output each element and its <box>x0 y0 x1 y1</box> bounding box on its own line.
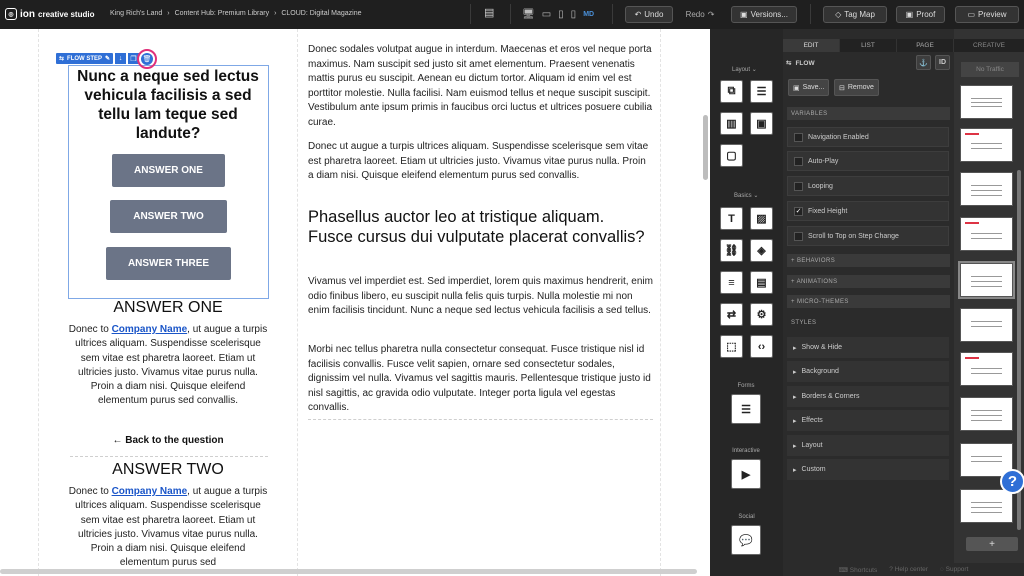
chevron-right-icon: ▸ <box>793 393 797 401</box>
save-icon: ▣ <box>793 84 800 92</box>
answer-one-heading: ANSWER ONE <box>113 299 223 316</box>
proof-button[interactable] <box>896 6 945 23</box>
link-icon[interactable]: ⛓ <box>720 239 743 262</box>
redo-icon: ↷ <box>707 10 715 19</box>
guide-line <box>660 29 661 576</box>
variable-scroll-to-top[interactable] <box>787 226 949 246</box>
variable-label: Scroll to Top on Step Change <box>808 232 899 240</box>
id-button[interactable]: ID <box>935 55 950 70</box>
phone-icon[interactable]: ▯ <box>570 9 577 20</box>
variable-label: Fixed Height <box>808 207 848 215</box>
tag-map-button[interactable] <box>823 6 887 23</box>
save-button[interactable] <box>788 79 829 96</box>
layout-rows-icon[interactable]: ☰ <box>750 80 773 103</box>
page-thumbnail[interactable] <box>960 489 1013 523</box>
chevron-down-icon[interactable]: ⌄ <box>753 193 759 199</box>
preview-icon: ▭ <box>967 10 976 19</box>
micro-themes-section[interactable]: + MICRO-THEMES <box>787 295 950 308</box>
top-bar <box>0 0 1024 29</box>
answer-three-button[interactable]: ANSWER THREE <box>106 247 231 280</box>
logo-studio-text: creative studio <box>38 9 95 19</box>
style-background[interactable] <box>787 360 949 382</box>
logo-ion-text: ion <box>20 8 35 20</box>
shape-icon[interactable]: ◈ <box>750 239 773 262</box>
flow-header <box>786 55 951 71</box>
page-thumbnail[interactable] <box>960 397 1013 431</box>
body-paragraph: Vivamus vel imperdiet est. Sed imperdiet, lorem quis maximus hendrerit, enim odio finibus libero, eu suscipit nulla felis quis turpis. Nulla molestie mi non enim facilisis tincidunt. Nunc a neque sed lectus vehicula facilisis a sed tellus. <box>308 276 653 316</box>
redo-button[interactable] <box>679 6 721 23</box>
style-show-hide[interactable] <box>787 336 949 358</box>
tag-icon: ◇ <box>835 10 842 19</box>
horizontal-scrollbar[interactable] <box>0 569 697 574</box>
chevron-right-icon: ▸ <box>793 344 797 352</box>
edit-icon: ✎ <box>105 56 111 62</box>
divider <box>470 4 471 24</box>
behaviors-section[interactable]: + BEHAVIORS <box>787 254 950 267</box>
anchor-icon[interactable]: ⚓ <box>916 55 931 70</box>
tab-list[interactable]: LIST <box>840 39 897 52</box>
style-label: Layout <box>801 442 823 449</box>
breadcrumb-item[interactable]: Content Hub: Premium Library <box>174 10 270 17</box>
style-label: Effects <box>801 417 823 424</box>
style-label: Show & Hide <box>801 344 842 351</box>
flow-icon: ⇆ <box>786 60 792 67</box>
answer-two-button[interactable]: ANSWER TWO <box>110 200 227 233</box>
undo-button[interactable] <box>625 6 673 23</box>
page-thumbnail[interactable] <box>960 172 1013 206</box>
help-center-label: Help center <box>894 566 928 573</box>
answer-two-prefix: Donec to <box>68 486 112 497</box>
page-thumbnail[interactable] <box>960 217 1013 251</box>
text-icon[interactable]: T <box>720 207 743 230</box>
help-center-link[interactable] <box>889 566 928 573</box>
variable-looping[interactable] <box>787 176 949 196</box>
animations-section[interactable]: + ANIMATIONS <box>787 275 950 288</box>
ion-logo-icon: ◎ <box>5 8 17 20</box>
checkbox[interactable] <box>794 182 803 191</box>
table-icon[interactable]: ▤ <box>750 271 773 294</box>
move-down-icon[interactable]: ↓ <box>115 53 126 64</box>
question-title: Nunc a neque sed lectus vehicula facilisis a sed tellu lam teque sed landute? <box>77 68 259 142</box>
style-label: Custom <box>801 466 826 473</box>
breadcrumb-separator: › <box>274 10 277 17</box>
layout-columns-icon[interactable]: ⧉ <box>720 80 743 103</box>
answer-two-body: , ut augue a turpis ultrices aliquam. Suspendisse scelerisque sem vitae est pharetra laoreet. Etiam ut ultricies justo. Vivamus vitae purus nulla. Proin a diam nisi. Quisque eleifend elementum purus sed <box>75 486 268 569</box>
tag-map-label: Tag Map <box>844 10 875 19</box>
comment-icon[interactable]: 💬 <box>731 525 761 555</box>
answer-one-button[interactable]: ANSWER ONE <box>112 154 225 187</box>
select-area-icon[interactable]: ⬚ <box>720 335 743 358</box>
company-name-link[interactable]: Company Name <box>111 486 188 497</box>
checkbox[interactable] <box>794 157 803 166</box>
variable-fixed-height[interactable] <box>787 201 949 221</box>
undo-icon: ↶ <box>634 10 642 19</box>
play-icon[interactable]: ▶ <box>731 459 761 489</box>
support-link[interactable] <box>940 566 968 573</box>
redo-label: Redo <box>685 10 705 19</box>
basics-label: Basics <box>734 193 752 199</box>
tablet-icon[interactable]: ▯ <box>558 9 564 20</box>
layout-container-icon[interactable]: ▣ <box>750 112 773 135</box>
tab-page[interactable]: PAGE <box>897 39 954 52</box>
checkbox-checked[interactable]: ✓ <box>795 208 802 215</box>
remove-icon: ⊟ <box>839 84 845 92</box>
list-icon[interactable]: ≡ <box>720 271 743 294</box>
support-icon: ◌ <box>939 566 944 573</box>
device-switcher <box>522 9 594 20</box>
answer-one-prefix: Donec to <box>68 324 112 335</box>
help-icon: ? <box>889 566 893 573</box>
style-borders-corners[interactable] <box>787 385 949 407</box>
bottom-bar <box>783 563 1024 576</box>
style-label: Borders & Corners <box>801 393 860 400</box>
versions-label: Versions... <box>750 10 788 19</box>
tab-edit[interactable]: EDIT <box>783 39 840 52</box>
forms-label: Forms <box>737 383 755 389</box>
variable-label: Looping <box>808 182 833 190</box>
vertical-scrollbar[interactable] <box>703 115 708 180</box>
section-heading: Phasellus auctor leo at tristique aliquam. Fusce cursus dui vulputate placerat convallis? <box>308 208 645 246</box>
keyboard-icon: ⌨ <box>838 566 848 574</box>
device-mode-label[interactable]: MD <box>583 11 595 18</box>
style-layout[interactable] <box>787 434 949 456</box>
interactive-label: Interactive <box>732 448 760 454</box>
social-label: Social <box>738 514 755 520</box>
answer-one-text <box>68 323 268 409</box>
guide-line <box>297 29 298 576</box>
flow-step-label: FLOW STEP <box>67 55 103 62</box>
style-custom[interactable] <box>787 458 949 480</box>
layout-label: Layout <box>732 67 751 73</box>
flow-step-tag[interactable] <box>56 53 113 64</box>
page-thumbnail-selected[interactable] <box>960 263 1013 297</box>
desktop-icon[interactable]: 🖥 <box>522 9 535 20</box>
back-to-question-link[interactable]: ← Back to the question <box>112 435 224 446</box>
editor-canvas[interactable] <box>0 29 710 576</box>
shortcuts-label: Shortcuts <box>849 566 878 574</box>
image-icon[interactable]: ▨ <box>750 207 773 230</box>
page-thumbnail[interactable] <box>960 308 1013 342</box>
breadcrumb <box>110 10 365 17</box>
layout-two-column-icon[interactable]: ▥ <box>720 112 743 135</box>
divider <box>70 456 268 457</box>
undo-label: Undo <box>644 10 664 19</box>
divider <box>612 4 613 24</box>
variables-section-header: VARIABLES <box>787 107 950 120</box>
chevron-down-icon[interactable]: ⌄ <box>751 67 757 73</box>
shortcuts-link[interactable] <box>839 566 878 574</box>
body-paragraph: Donec ut augue a turpis ultrices aliquam. Suspendisse scelerisque sem vitae est pharetra laoreet. Etiam ut ultricies justo. Vivamus vitae purus nulla. Proin a diam nisi. Quisque eleifend elementum purus sed convallis. <box>308 141 649 181</box>
duplicate-icon[interactable]: ❐ <box>128 53 139 64</box>
laptop-icon[interactable]: ▭ <box>541 9 552 20</box>
variable-label: Navigation Enabled <box>808 133 869 141</box>
save-label: Save... <box>802 84 825 91</box>
settings-icon[interactable]: ⚙ <box>750 303 773 326</box>
remove-label: Remove <box>847 84 874 91</box>
proof-icon: ▣ <box>905 10 914 19</box>
panel-tabs <box>783 39 954 52</box>
breadcrumb-separator: › <box>167 10 170 17</box>
app-logo[interactable] <box>5 8 94 20</box>
styles-section-header: STYLES <box>787 316 950 329</box>
chevron-right-icon: ▸ <box>793 466 797 474</box>
flow-title: FLOW <box>795 59 815 67</box>
breadcrumb-item[interactable]: King Rich's Land <box>110 10 163 17</box>
variable-label: Auto-Play <box>808 157 839 165</box>
remove-button[interactable] <box>834 79 879 96</box>
answer-two-heading: ANSWER TWO <box>112 461 224 478</box>
basics-section-label <box>734 192 758 199</box>
proof-label: Proof <box>916 10 936 19</box>
style-effects[interactable] <box>787 409 949 431</box>
layout-frame-icon[interactable]: ▢ <box>720 144 743 167</box>
breadcrumb-item[interactable]: CLOUD: Digital Magazine <box>281 10 362 17</box>
page-thumbnail[interactable] <box>960 128 1013 162</box>
guide-line <box>38 29 39 576</box>
company-name-link[interactable]: Company Name <box>111 324 188 335</box>
add-page-button[interactable]: + <box>966 537 1018 551</box>
transfer-icon[interactable]: ⇄ <box>720 303 743 326</box>
divider <box>308 419 653 420</box>
body-paragraph: Donec sodales volutpat augue in interdum. Maecenas et eros vel neque porta maximus. Nam suscipit sed justo sit amet elementum. Praesent venenatis mattis purus eu suscipit. Aenean eu dictum tortor. Aliquam id enim vel est porttitor molestie. Nulla facilisi. Nam euismod tellus et neque suscipit suscipit. Vestibulum ante ipsum primis in faucibus orci luctus et ultrices posuere cubilia curae. <box>308 44 653 128</box>
answer-one-body: , ut augue a turpis ultrices aliquam. Suspendisse scelerisque sem vitae est pharetra laoreet. Etiam ut ultricies justo. Vivamus vitae purus nulla. Proin a diam nisi. Quisque eleifend elementum purus sed convallis. <box>75 324 268 407</box>
creative-tab[interactable]: CREATIVE <box>954 39 1024 52</box>
page-thumbnail[interactable] <box>960 85 1013 119</box>
flow-icon: ⇆ <box>59 56 65 62</box>
style-label: Background <box>801 368 839 375</box>
chevron-right-icon: ▸ <box>793 368 797 376</box>
chevron-right-icon: ▸ <box>793 417 797 425</box>
code-icon[interactable]: ‹› <box>750 335 773 358</box>
body-paragraph: Morbi nec tellus pharetra nulla consectetur consequat. Fusce tristique nisl id facilisis convallis. Fusce velit sapien, ornare sed consectetur sodales, dignissim vel nulla. Vivamus vel sagittis mauris. Pellentesque tristique justo id nisl sagittis, ac gravida odio vulputate. Integer porta ligula vel egestas convallis. <box>308 344 651 413</box>
help-button[interactable]: ? <box>1000 469 1024 494</box>
divider <box>810 4 811 24</box>
preview-button[interactable] <box>955 6 1019 23</box>
versions-icon: ▣ <box>740 10 748 19</box>
form-icon[interactable]: ☰ <box>731 394 761 424</box>
chevron-right-icon: ▸ <box>793 442 797 450</box>
checkbox[interactable] <box>794 232 803 241</box>
answer-two-text <box>68 485 268 571</box>
no-traffic-badge: No Traffic <box>961 62 1019 77</box>
divider <box>510 4 511 24</box>
support-label: Support <box>945 566 969 573</box>
flow-step-toolbar <box>56 53 153 64</box>
variable-auto-play[interactable] <box>787 151 949 171</box>
checkbox[interactable] <box>794 133 803 142</box>
versions-button[interactable] <box>731 6 797 23</box>
layers-icon[interactable]: ▤ <box>484 7 495 19</box>
variable-navigation-enabled[interactable] <box>787 127 949 147</box>
preview-label: Preview <box>978 10 1007 19</box>
delete-icon[interactable]: 🗑 <box>141 53 153 65</box>
layout-section-label <box>732 66 757 73</box>
page-thumbnail[interactable] <box>960 352 1013 386</box>
